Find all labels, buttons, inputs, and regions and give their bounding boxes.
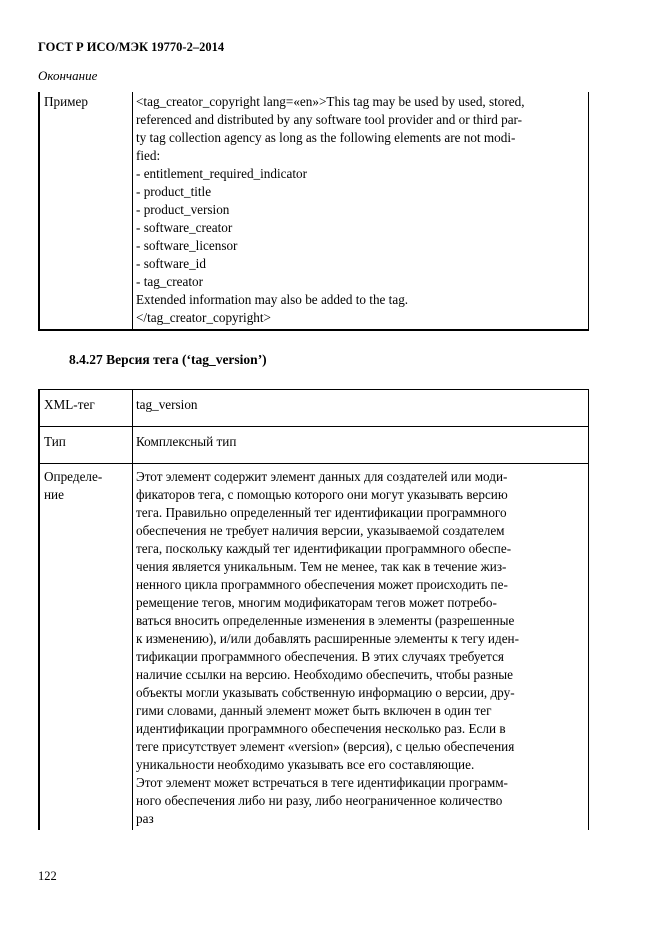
definition-label-line: ние: [44, 487, 64, 502]
definition-line: Этот элемент содержит элемент данных для создателей или моди-: [136, 469, 508, 484]
definition-line: объекты могли указывать собственную информацию о версии, дру-: [136, 685, 515, 700]
example-line: - software_creator: [136, 220, 233, 235]
example-line: </tag_creator_copyright>: [136, 310, 271, 325]
definition-line: ваться вносить определенные изменения в элементы (разрешенные: [136, 613, 515, 628]
example-line: - software_licensor: [136, 238, 238, 253]
definition-table: [38, 389, 589, 830]
table-row: [39, 427, 589, 464]
definition-line: уникальности необходимо указывать все его составляющие.: [136, 757, 475, 772]
example-line: fied:: [136, 148, 161, 163]
definition-line: чения является уникальным. Тем не менее, так как в течение жиз-: [136, 559, 507, 574]
example-line: - tag_creator: [136, 274, 203, 289]
definition-label-line: Определе-: [44, 469, 103, 484]
example-line: referenced and distributed by any software tool provider and or third par-: [136, 112, 523, 127]
example-content: [133, 92, 589, 330]
type-value: Комплексный тип: [133, 427, 589, 464]
example-line: - product_version: [136, 202, 230, 217]
continuation-label: Окончание: [38, 68, 98, 83]
definition-line: ненного цикла программного обеспечения может происходить пе-: [136, 577, 508, 592]
example-line: - software_id: [136, 256, 206, 271]
example-label: Пример: [39, 92, 133, 330]
definition-line: тега, поскольку каждый тег идентификации программного обеспе-: [136, 541, 512, 556]
definition-text: [133, 464, 589, 831]
definition-line: гими словами, данный элемент может быть включен в один тег: [136, 703, 492, 718]
definition-line: обеспечения не требует наличия версии, указываемой создателем: [136, 523, 505, 538]
definition-line: ремещение тегов, многим модификаторам тегов может потребо-: [136, 595, 497, 610]
definition-line: тификации программного обеспечения. В этих случаях требуется: [136, 649, 504, 664]
definition-line: теге присутствует элемент «version» (версия), с целью обеспечения: [136, 739, 515, 754]
example-line: Extended information may also be added to the tag.: [136, 292, 409, 307]
definition-line: тега. Правильно определенный тег идентификации программного: [136, 505, 507, 520]
definition-line: Этот элемент может встречаться в теге идентификации программ-: [136, 775, 508, 790]
definition-label: [39, 464, 133, 831]
example-line: - entitlement_required_indicator: [136, 166, 308, 181]
example-line: ty tag collection agency as long as the following elements are not modi-: [136, 130, 516, 145]
xml-tag-label: XML-тег: [39, 390, 133, 427]
definition-line: фикаторов тега, с помощью которого они могут указывать версию: [136, 487, 508, 502]
table-row: [39, 464, 589, 831]
definition-line: наличие ссылки на версию. Необходимо обеспечить, чтобы разные: [136, 667, 513, 682]
page-number: 122: [38, 869, 57, 883]
example-line: - product_title: [136, 184, 212, 199]
example-line: <tag_creator_copyright lang=«en»>This tag may be used by used, stored,: [136, 94, 525, 109]
definition-line: ного обеспечения либо ни разу, либо неограниченное количество: [136, 793, 503, 808]
type-label: Тип: [39, 427, 133, 464]
document-header: ГОСТ Р ИСО/МЭК 19770-2–2014: [38, 40, 225, 54]
table-row: [39, 390, 589, 427]
definition-line: к изменению), и/или добавлять расширенные элементы к тегу иден-: [136, 631, 520, 646]
example-table: [38, 92, 589, 331]
xml-tag-value: tag_version: [133, 390, 589, 427]
table-row: [39, 92, 589, 330]
section-heading: 8.4.27 Версия тега (‘tag_version’): [69, 352, 267, 367]
definition-line: идентификации программного обеспечения несколько раз. Если в: [136, 721, 506, 736]
definition-line: раз: [136, 811, 154, 826]
